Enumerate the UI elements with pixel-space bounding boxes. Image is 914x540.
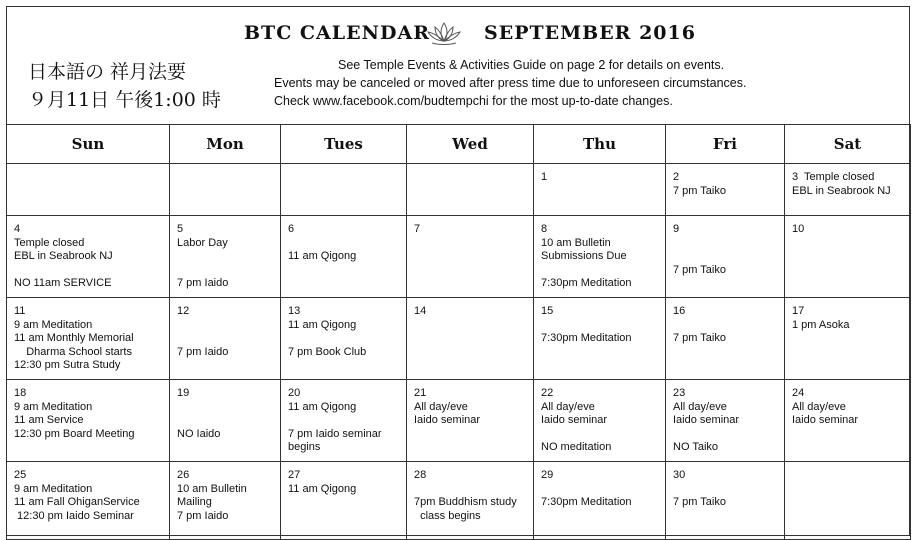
japanese-line-1: 日本語の 祥月法要: [28, 61, 187, 83]
event-text: [673, 250, 778, 264]
event-text: 7 pm Taiko: [673, 496, 726, 509]
calendar-day-cell: [281, 380, 407, 462]
calendar-day-cell: [7, 298, 170, 380]
event-text: 7 pm Iaido: [177, 509, 229, 522]
event-text: NO meditation: [541, 441, 612, 454]
weekday-tues: Tues: [281, 125, 407, 164]
event-text: [288, 237, 400, 251]
day-number: 9: [673, 223, 680, 235]
day-number: 3 Temple closed: [792, 171, 875, 183]
event-text: Mailing: [177, 496, 212, 509]
day-number: 25: [14, 469, 27, 481]
event-text: [14, 264, 163, 278]
calendar-title-right: SEPTEMBER 2016: [484, 22, 696, 44]
event-text: [177, 401, 274, 415]
event-text: 11 am Qigong: [288, 400, 357, 413]
calendar-week-row: [7, 298, 911, 380]
day-number: 5: [177, 223, 184, 235]
calendar-week-row: [7, 462, 911, 540]
calendar-day-cell: [785, 164, 911, 216]
weekday-sat: Sat: [785, 125, 911, 164]
calendar-day-cell: [785, 380, 911, 462]
calendar-body: [7, 164, 911, 540]
event-text: NO Taiko: [673, 441, 719, 454]
event-text: Iaido seminar: [541, 414, 608, 427]
event-text: [673, 319, 778, 333]
event-text: 11 am Qigong: [288, 318, 357, 331]
event-text: 7 pm Taiko: [673, 263, 726, 276]
event-text: 7 pm Iaido: [177, 345, 229, 358]
calendar-header: [6, 6, 910, 124]
event-text: [177, 250, 274, 264]
calendar-day-cell: [7, 462, 170, 540]
day-number: 15: [541, 305, 554, 317]
calendar-day-cell: [281, 298, 407, 380]
event-text: [541, 428, 659, 442]
calendar-title-left: BTC CALENDAR: [244, 22, 431, 44]
day-number: 19: [177, 387, 190, 399]
calendar-day-cell: [666, 462, 785, 540]
calendar-day-cell: [666, 164, 785, 216]
calendar-day-cell: [534, 298, 666, 380]
calendar-week-row: [7, 380, 911, 462]
event-text: [673, 237, 778, 251]
day-number: 24: [792, 387, 805, 399]
event-text: 11 am Monthly Memorial: [14, 332, 134, 345]
event-text: begins: [288, 441, 321, 454]
day-number: 1: [541, 171, 548, 183]
day-number: 8: [541, 223, 548, 235]
event-text: 1 pm Asoka: [792, 318, 850, 331]
event-text: [541, 483, 659, 497]
calendar-day-cell: [7, 216, 170, 298]
note-cancel: Events may be canceled or moved after press time due to unforeseen circumstances.: [274, 76, 747, 90]
day-number: 26: [177, 469, 190, 481]
event-text: [541, 264, 659, 278]
weekday-fri: Fri: [666, 125, 785, 164]
event-text: EBL in Seabrook NJ: [14, 250, 113, 263]
event-text: 7 pm Iaido: [177, 277, 229, 290]
calendar-day-cell: [785, 216, 911, 298]
calendar-day-cell: [170, 462, 281, 540]
calendar-day-cell: [534, 216, 666, 298]
day-number: 30: [673, 469, 686, 481]
calendar-day-cell: [407, 298, 534, 380]
event-text: NO 11am SERVICE: [14, 277, 112, 290]
weekday-thu: Thu: [534, 125, 666, 164]
event-text: 7 pm Book Club: [288, 345, 367, 358]
calendar-day-cell: [407, 164, 534, 216]
calendar-week-row: [7, 164, 911, 216]
day-number: 27: [288, 469, 301, 481]
day-number: 17: [792, 305, 805, 317]
event-text: [414, 483, 527, 497]
event-text: Iaido seminar: [673, 414, 740, 427]
event-text: [177, 414, 274, 428]
day-number: 4: [14, 223, 21, 235]
calendar-day-cell: [281, 216, 407, 298]
calendar-grid: [6, 124, 911, 540]
day-number: 16: [673, 305, 686, 317]
day-number: 23: [673, 387, 686, 399]
event-text: Iaido seminar: [414, 414, 481, 427]
calendar-day-cell: [170, 164, 281, 216]
japanese-memorial-notice: [28, 58, 221, 114]
day-number: 21: [414, 387, 427, 399]
event-text: Labor Day: [177, 236, 228, 249]
event-text: 7pm Buddhism study: [414, 496, 517, 509]
event-text: 9 am Meditation: [14, 318, 93, 331]
event-text: 12:30 pm Sutra Study: [14, 359, 121, 372]
event-text: 7:30pm Meditation: [541, 277, 632, 290]
event-text: [177, 332, 274, 346]
event-text: 10 am Bulletin: [541, 236, 611, 249]
event-text: class begins: [414, 509, 481, 522]
day-number: 12: [177, 305, 190, 317]
day-number: 29: [541, 469, 554, 481]
day-number: 20: [288, 387, 301, 399]
weekday-mon: Mon: [170, 125, 281, 164]
day-number: 10: [792, 223, 805, 235]
calendar-day-cell: [785, 462, 911, 540]
event-text: [288, 332, 400, 346]
header-notes: [274, 56, 814, 110]
calendar-day-cell: [666, 380, 785, 462]
calendar-day-cell: [281, 164, 407, 216]
event-text: All day/eve: [792, 400, 846, 413]
calendar-title: [6, 22, 910, 50]
event-text: 7 pm Taiko: [673, 184, 726, 197]
event-text: [288, 414, 400, 428]
calendar-day-cell: [534, 380, 666, 462]
day-number: 11: [14, 305, 26, 317]
event-text: 7:30pm Meditation: [541, 332, 632, 345]
day-number: 13: [288, 305, 301, 317]
event-text: All day/eve: [541, 400, 595, 413]
event-text: Temple closed: [14, 236, 85, 249]
event-text: 10 am Bulletin: [177, 482, 247, 495]
day-number: 18: [14, 387, 27, 399]
weekday-header-row: [7, 125, 911, 164]
day-number: 7: [414, 223, 421, 235]
event-text: [177, 264, 274, 278]
event-text: EBL in Seabrook NJ: [792, 184, 891, 197]
calendar-day-cell: [534, 462, 666, 540]
day-number: 28: [414, 469, 427, 481]
event-text: [673, 483, 778, 497]
event-text: 11 am Qigong: [288, 250, 357, 263]
event-text: 11 am Fall OhiganService: [14, 496, 140, 509]
japanese-line-2: ９月11日 午後1:00 時: [28, 89, 221, 111]
calendar-day-cell: [407, 380, 534, 462]
lotus-icon: [426, 20, 462, 46]
calendar-day-cell: [7, 164, 170, 216]
event-text: 11 am Service: [14, 414, 84, 427]
calendar-week-row: [7, 216, 911, 298]
event-text: 7 pm Taiko: [673, 332, 726, 345]
calendar-day-cell: [170, 298, 281, 380]
note-facebook: Check www.facebook.com/budtempchi for the most up-to-date changes.: [274, 94, 673, 108]
event-text: [673, 428, 778, 442]
event-text: All day/eve: [673, 400, 727, 413]
event-text: 11 am Qigong: [288, 482, 357, 495]
event-text: Dharma School starts: [14, 345, 132, 358]
event-text: NO Iaido: [177, 427, 221, 440]
event-text: 7:30pm Meditation: [541, 496, 632, 509]
event-text: 12:30 pm Iaido Seminar: [14, 509, 134, 522]
calendar-day-cell: [534, 164, 666, 216]
event-text: [541, 319, 659, 333]
calendar-day-cell: [785, 298, 911, 380]
event-text: 12:30 pm Board Meeting: [14, 427, 135, 440]
event-text: 9 am Meditation: [14, 400, 93, 413]
day-number: 6: [288, 223, 295, 235]
weekday-wed: Wed: [407, 125, 534, 164]
day-number: 2: [673, 171, 680, 183]
calendar-day-cell: [281, 462, 407, 540]
event-text: Submissions Due: [541, 250, 627, 263]
event-text: Iaido seminar: [792, 414, 859, 427]
calendar-day-cell: [7, 380, 170, 462]
event-text: [177, 319, 274, 333]
day-number: 22: [541, 387, 554, 399]
note-guide: See Temple Events & Activities Guide on page 2 for details on events.: [338, 58, 725, 72]
calendar-day-cell: [666, 298, 785, 380]
calendar-day-cell: [407, 462, 534, 540]
calendar-day-cell: [666, 216, 785, 298]
event-text: All day/eve: [414, 400, 468, 413]
calendar-day-cell: [170, 380, 281, 462]
weekday-sun: Sun: [7, 125, 170, 164]
event-text: 7 pm Iaido seminar: [288, 427, 382, 440]
calendar-day-cell: [407, 216, 534, 298]
day-number: 14: [414, 305, 427, 317]
calendar-day-cell: [170, 216, 281, 298]
event-text: 9 am Meditation: [14, 482, 93, 495]
